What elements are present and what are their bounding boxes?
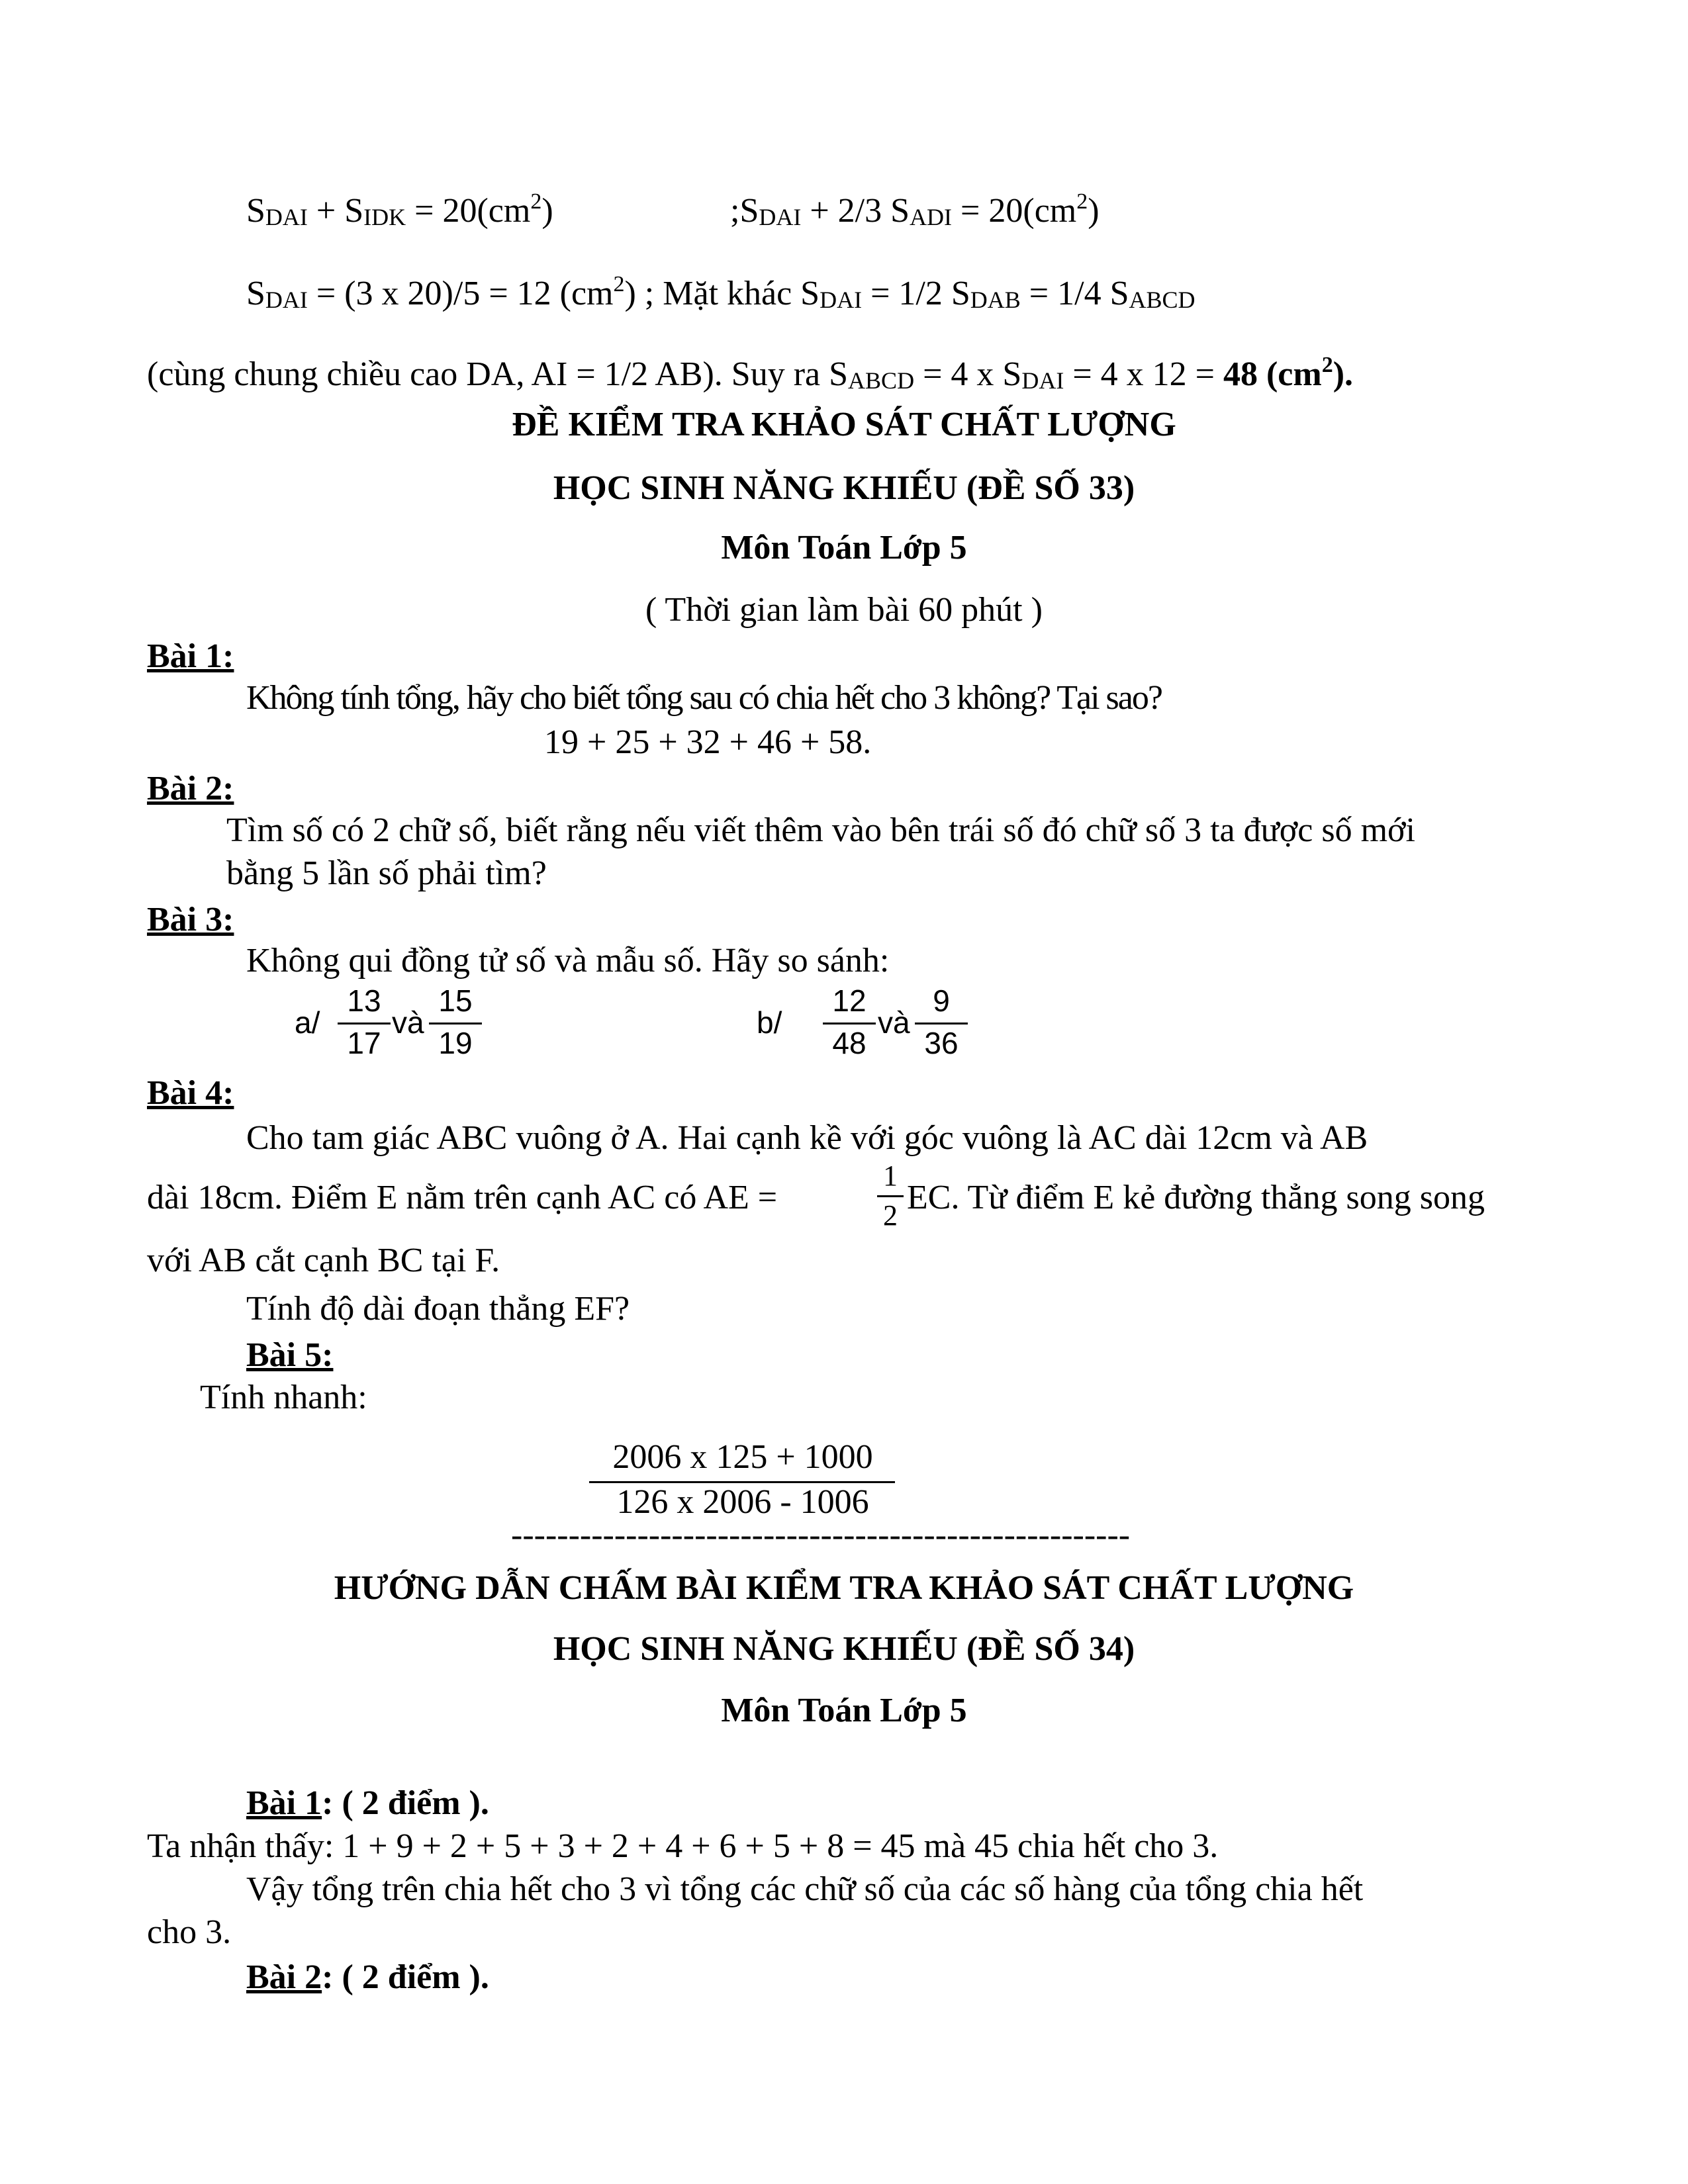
denominator: 2 (883, 1199, 898, 1232)
fraction-12-48 (823, 984, 876, 1064)
denominator: 36 (924, 1026, 959, 1060)
guide-b2-label: Bài 2 (246, 1958, 322, 1996)
exam-b5-label: Bài 5: (246, 1336, 334, 1374)
fraction-1-2 (877, 1160, 904, 1239)
guide-b1-line1: Ta nhận thấy: 1 + 9 + 2 + 5 + 3 + 2 + 4 + 6 + 5 + 8 = 45 mà 45 chia hết cho 3. (147, 1827, 1219, 1865)
fraction-bar (915, 1023, 968, 1024)
guide-b1-line3: cho 3. (147, 1913, 232, 1951)
exam-title-2: HỌC SINH NĂNG KHIẾU (ĐỀ SỐ 33) (553, 469, 1135, 507)
guide-b1-label: Bài 1 (246, 1784, 322, 1822)
exam-b4-line2b: EC. Từ điểm E kẻ đường thẳng song song (907, 1179, 1485, 1216)
exam-b3-b-label: b/ (757, 1005, 782, 1040)
exam-b5-text: Tính nhanh: (200, 1379, 367, 1416)
fraction-13-17 (338, 984, 391, 1064)
fraction-bar (429, 1023, 482, 1024)
exam-title-1: ĐỀ KIỂM TRA KHẢO SÁT CHẤT LƯỢNG (512, 406, 1176, 443)
exam-b1-expr: 19 + 25 + 32 + 46 + 58. (544, 723, 872, 761)
fraction-bar (823, 1023, 876, 1024)
exam-b3-a-and: và (392, 1005, 424, 1040)
formula-line-2: SDAI = (3 x 20)/5 = 12 $(cm^2)$ ; Mặt khác SDAI = 1/2 SDAB = 1/4 SABCD (246, 272, 1196, 313)
exam-b4-label: Bài 4: (147, 1074, 234, 1112)
exam-b4-line1: Cho tam giác ABC vuông ở A. Hai cạnh kề với góc vuông là AC dài 12cm và AB (246, 1119, 1368, 1157)
exam-b3-label: Bài 3: (147, 901, 234, 938)
exam-b5-numerator: 2006 x 125 + 1000 (612, 1438, 873, 1476)
exam-b3-b-and: và (878, 1005, 910, 1040)
exam-b1-text: Không tính tổng, hãy cho biết tổng sau có chia hết cho 3 không? Tại sao? (246, 679, 1162, 717)
exam-time: ( Thời gian làm bài 60 phút ) (645, 591, 1043, 629)
exam-b2-line2: bằng 5 lần số phải tìm? (226, 854, 547, 892)
formula-line-1: SDAI + SIDK = $20(cm^2)$ (246, 189, 553, 230)
guide-b1-heading (246, 1784, 489, 1823)
guide-title-1: HƯỚNG DẪN CHẤM BÀI KIỂM TRA KHẢO SÁT CHẤT LƯỢNG (334, 1569, 1354, 1607)
numerator: 1 (883, 1160, 898, 1192)
exam-b4-line4: Tính độ dài đoạn thẳng EF? (246, 1290, 630, 1328)
numerator: 9 (933, 983, 950, 1018)
numerator: 13 (347, 983, 381, 1018)
fraction-bar (877, 1195, 904, 1197)
fraction-15-19 (429, 984, 482, 1064)
numerator: 15 (438, 983, 473, 1018)
fraction-9-36 (915, 984, 968, 1064)
exam-b4-line3: với AB cắt cạnh BC tại F. (147, 1242, 500, 1279)
guide-b1-points: : ( 2 điểm ). (322, 1784, 489, 1822)
numerator: 12 (832, 983, 867, 1018)
separator: ------------------------------------------------------ (511, 1516, 1131, 1554)
exam-b2-line1: Tìm số có 2 chữ số, biết rằng nếu viết thêm vào bên trái số đó chữ số 3 ta được số mới (226, 811, 1415, 849)
guide-b1-line2: Vậy tổng trên chia hết cho 3 vì tổng các chữ số của các số hàng của tổng chia hết (246, 1870, 1364, 1908)
guide-b2-heading (246, 1958, 489, 1997)
guide-b2-points: : ( 2 điểm ). (322, 1958, 489, 1996)
formula-line-3: (cùng chung chiều cao DA, AI = 1/2 AB). Suy ra SABCD = 4 x SDAI = 4 x 12 = 48 $(cm^2)$. (147, 353, 1354, 394)
formula-line-1b: ;SDAI + 2/3 SADI = $20(cm^2)$ (730, 189, 1100, 230)
denominator: 48 (832, 1026, 867, 1060)
denominator: 17 (347, 1026, 381, 1060)
guide-title-2: HỌC SINH NĂNG KHIẾU (ĐỀ SỐ 34) (553, 1630, 1135, 1668)
exam-b2-label: Bài 2: (147, 770, 234, 807)
denominator: 19 (438, 1026, 473, 1060)
exam-b5-denominator: 126 x 2006 - 1006 (616, 1483, 869, 1521)
fraction-bar (338, 1023, 391, 1024)
exam-b3-a-label: a/ (295, 1005, 320, 1040)
exam-subject: Môn Toán Lớp 5 (721, 529, 967, 567)
exam-b4-line2a: dài 18cm. Điểm E nằm trên cạnh AC có AE = (147, 1179, 778, 1216)
exam-b3-text: Không qui đồng tử số và mẫu số. Hãy so sánh: (246, 942, 890, 979)
exam-b1-label: Bài 1: (147, 637, 234, 675)
guide-subject: Môn Toán Lớp 5 (721, 1692, 967, 1729)
